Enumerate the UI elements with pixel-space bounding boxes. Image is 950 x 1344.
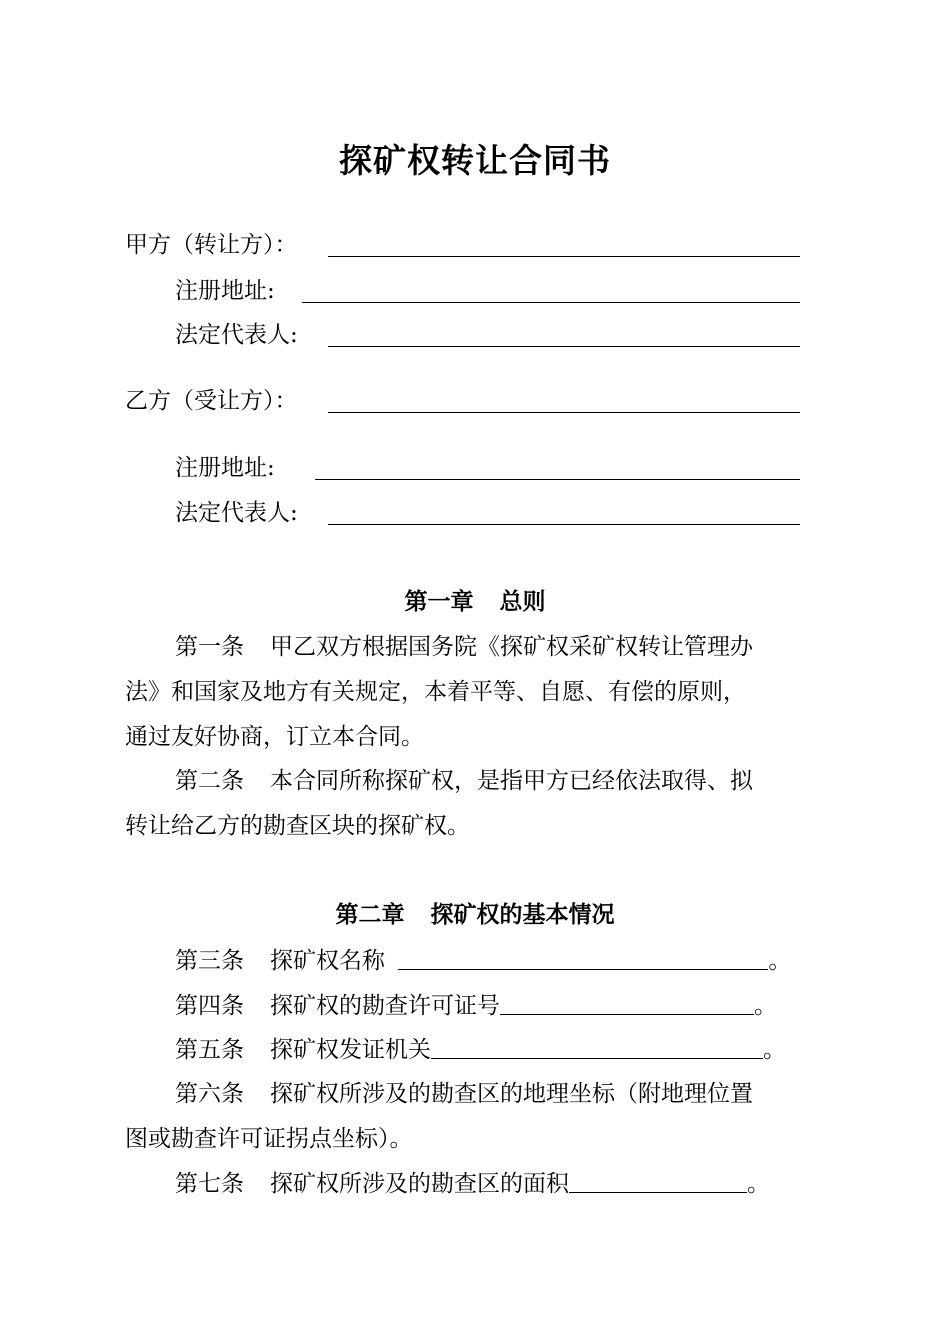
- party-b-rep-label: 法定代表人:: [175, 500, 298, 526]
- article-4-end: 。: [754, 993, 777, 1019]
- party-a-field: [125, 230, 805, 264]
- article-1-line-1: [175, 632, 753, 662]
- document-title: 探矿权转让合同书: [339, 141, 611, 180]
- party-a-address-field: [175, 276, 805, 310]
- article-3-number: 第三条: [175, 948, 244, 974]
- article-6-line-1: [175, 1079, 753, 1109]
- party-a-address-blank[interactable]: [302, 302, 800, 303]
- chapter-2-heading: [0, 900, 950, 930]
- chapter-2-number: 第二章: [335, 902, 405, 928]
- article-7: [175, 1168, 770, 1199]
- party-b-blank[interactable]: [328, 412, 800, 413]
- party-a-label: 甲方（转让方）：: [125, 232, 298, 258]
- article-6-text-1: 探矿权所涉及的勘查区的地理坐标（附地理位置: [270, 1081, 753, 1107]
- article-1-line-3: 通过友好协商，订立本合同。: [125, 724, 424, 750]
- article-7-blank[interactable]: [569, 1168, 747, 1193]
- article-3-end: 。: [768, 948, 792, 974]
- article-5: [175, 1034, 786, 1065]
- article-2-line-2: 转让给乙方的勘查区块的探矿权。: [125, 813, 470, 839]
- party-b-address-field: [175, 453, 805, 487]
- party-a-rep-blank[interactable]: [328, 346, 800, 347]
- article-1-line-2: 法》和国家及地方有关规定，本着平等、自愿、有偿的原则，: [125, 679, 746, 705]
- party-b-rep-blank[interactable]: [328, 524, 800, 525]
- party-a-address-label: 注册地址:: [175, 278, 275, 304]
- article-2-text-1: 本合同所称探矿权，是指甲方已经依法取得、拟: [270, 768, 753, 794]
- article-4: [175, 990, 777, 1021]
- article-4-blank[interactable]: [500, 990, 754, 1015]
- article-1-number: 第一条: [175, 634, 244, 660]
- article-6-line-2: 图或勘查许可证拐点坐标）。: [125, 1126, 413, 1152]
- party-b-label: 乙方（受让方）：: [125, 388, 298, 414]
- party-a-rep-field: [175, 320, 805, 354]
- article-7-text: 探矿权所涉及的勘查区的面积: [270, 1171, 569, 1197]
- article-4-text: 探矿权的勘查许可证号: [270, 993, 500, 1019]
- article-5-blank[interactable]: [431, 1034, 763, 1059]
- article-7-number: 第七条: [175, 1171, 244, 1197]
- chapter-1-number: 第一章: [404, 589, 474, 615]
- party-a-blank[interactable]: [328, 256, 800, 257]
- article-2-line-1: [175, 766, 753, 796]
- article-5-text: 探矿权发证机关: [270, 1037, 431, 1063]
- chapter-1-heading: [0, 587, 950, 617]
- article-6-number: 第六条: [175, 1081, 244, 1107]
- article-5-end: 。: [763, 1037, 786, 1063]
- party-b-field: [125, 386, 805, 420]
- chapter-2-name: 探矿权的基本情况: [430, 902, 615, 928]
- party-b-address-label: 注册地址:: [175, 455, 275, 481]
- article-3-text: 探矿权名称: [270, 948, 385, 974]
- article-3-blank[interactable]: [398, 945, 768, 970]
- article-7-end: 。: [747, 1171, 770, 1197]
- article-2-number: 第二条: [175, 768, 244, 794]
- article-5-number: 第五条: [175, 1037, 244, 1063]
- chapter-1-name: 总则: [499, 589, 546, 615]
- party-a-rep-label: 法定代表人:: [175, 322, 298, 348]
- article-4-number: 第四条: [175, 993, 244, 1019]
- article-1-text-1: 甲乙双方根据国务院《探矿权采矿权转让管理办: [270, 634, 753, 660]
- party-b-rep-field: [175, 498, 805, 532]
- article-3: [175, 945, 791, 976]
- party-b-address-blank[interactable]: [315, 479, 800, 480]
